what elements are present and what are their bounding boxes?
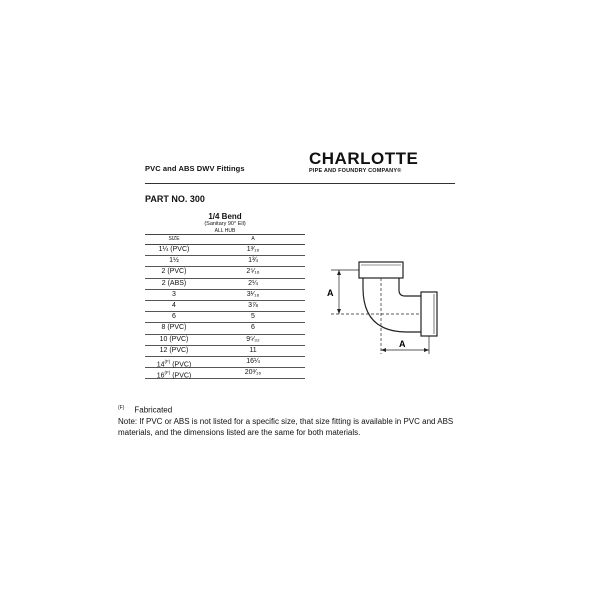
- footnote-marker: (F): [118, 405, 125, 411]
- table-row: [145, 256, 305, 267]
- size-value: 8 (PVC): [161, 324, 187, 332]
- dimension-a-cell: 2⁵⁄₁₆: [246, 268, 260, 276]
- size-value: 1¼ (PVC): [158, 246, 190, 253]
- logo-sub-text: PIPE AND FOUNDRY COMPANY®: [309, 168, 402, 174]
- table-group-header: ALL HUB: [214, 228, 236, 234]
- size-cell: [145, 290, 203, 300]
- dimension-a-cell: 2¼: [248, 279, 258, 287]
- dim-label-vertical: A: [327, 288, 334, 298]
- footnote-section: [118, 405, 488, 438]
- table-row: [145, 279, 305, 290]
- dimension-a-cell: 3¹⁄₁₆: [246, 290, 260, 298]
- size-material: (PVC): [170, 361, 192, 369]
- dimension-a-cell: 5: [251, 313, 255, 321]
- size-cell: [145, 245, 203, 255]
- elbow-inner-wall: [399, 278, 421, 296]
- header-divider: [145, 183, 455, 184]
- arrow-left: [381, 348, 386, 352]
- column-header-a: A: [251, 236, 255, 242]
- size-material: (PVC): [170, 372, 192, 380]
- size-cell: [145, 357, 203, 367]
- size-value: 16: [156, 372, 165, 380]
- table-row: [145, 368, 305, 379]
- table-row: [145, 346, 305, 357]
- dimension-a-cell: 1¾: [248, 257, 258, 265]
- dimension-table: [145, 212, 305, 379]
- table-row: [145, 357, 305, 368]
- table-row: [145, 267, 305, 278]
- company-logo: [309, 150, 418, 174]
- size-value: 2 (PVC): [161, 268, 187, 276]
- dim-label-horizontal: A: [399, 339, 406, 349]
- size-cell: [145, 368, 203, 378]
- logo-main-text: CHARLOTTE: [309, 149, 419, 168]
- size-cell: [145, 279, 203, 289]
- size-value: 1½: [169, 257, 179, 265]
- size-value: 3: [172, 290, 176, 298]
- table-title: 1/4 Bend: [208, 212, 242, 221]
- table-row: [145, 335, 305, 346]
- table-body: [145, 245, 305, 379]
- table-subtitle: (Sanitary 90° Ell): [204, 221, 246, 227]
- table-row: [145, 323, 305, 334]
- size-cell: [145, 267, 203, 277]
- size-value: 14: [156, 361, 165, 369]
- fabricated-marker: (F): [164, 358, 171, 364]
- size-cell: [145, 301, 203, 311]
- table-row: [145, 312, 305, 323]
- dimension-a-cell: 16¼: [246, 357, 260, 365]
- table-row: [145, 245, 305, 256]
- fabricated-footnote: [118, 405, 488, 415]
- right-hub: [421, 292, 437, 336]
- part-number: PART NO. 300: [145, 194, 205, 204]
- top-hub: [359, 262, 403, 278]
- elbow-outer-wall: [363, 278, 421, 332]
- size-value: 6: [172, 313, 176, 321]
- dimension-a-cell: 1³⁄₁₆: [246, 246, 260, 253]
- size-value: 4: [172, 301, 176, 309]
- size-cell: [145, 256, 203, 266]
- size-cell: [145, 312, 203, 322]
- fabricated-marker: (F): [164, 370, 171, 376]
- size-value: 2 (ABS): [161, 279, 187, 287]
- table-header-row: [145, 234, 305, 245]
- size-cell: [145, 323, 203, 333]
- dimension-a-cell: 9⁵⁄₃₂: [246, 335, 260, 343]
- dimension-a-cell: 6: [251, 324, 255, 332]
- header-subtitle: PVC and ABS DWV Fittings: [145, 164, 245, 173]
- fabricated-label: Fabricated: [134, 405, 173, 415]
- column-header-size: SIZE: [168, 236, 180, 242]
- table-row: [145, 290, 305, 301]
- table-row: [145, 301, 305, 312]
- arrow-up: [337, 270, 341, 275]
- dimension-a-cell: 20³⁄₁₆: [244, 369, 262, 377]
- size-value: 12 (PVC): [159, 346, 189, 354]
- size-cell: [145, 335, 203, 345]
- size-value: 10 (PVC): [159, 335, 189, 343]
- dimension-a-cell: 3⅞: [248, 301, 258, 309]
- arrow-down: [337, 309, 341, 314]
- dimension-a-cell: 11: [249, 346, 257, 354]
- arrow-right: [424, 348, 429, 352]
- size-cell: [145, 346, 203, 356]
- material-note: Note: If PVC or ABS is not listed for a specific size, that size fitting is available in PVC and ABS materials, and the dimensions listed are the same for both materials.: [118, 416, 454, 437]
- elbow-fitting-diagram: [325, 250, 445, 360]
